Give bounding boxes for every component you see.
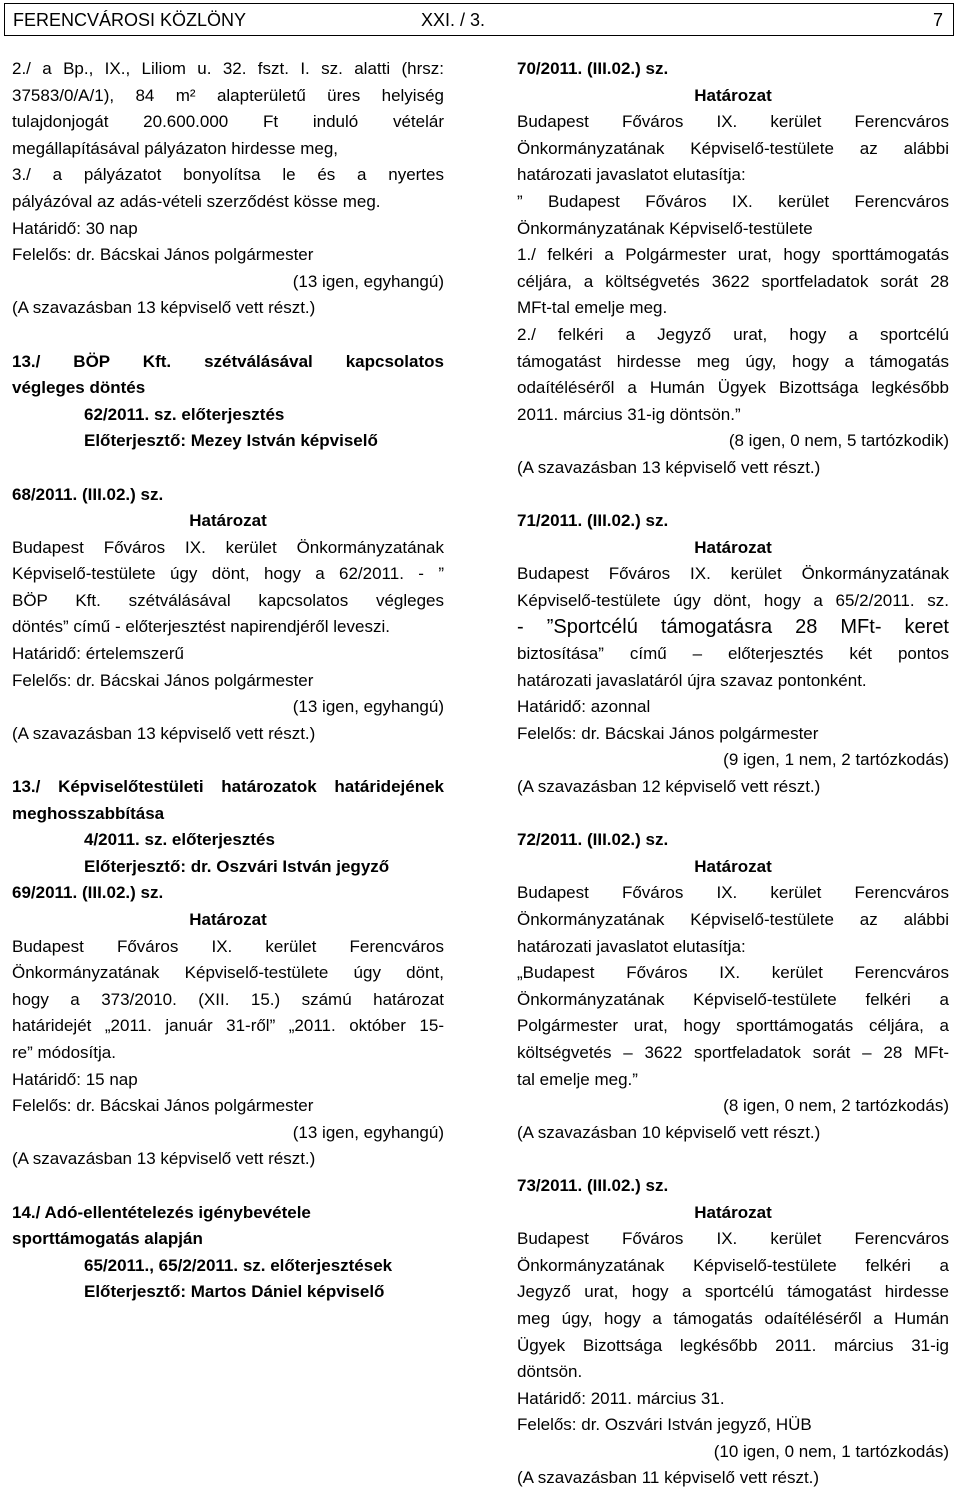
text-line: Határidő: 2011. március 31. (517, 1388, 725, 1408)
text-line: 2011. március 31-ig döntsön.” (517, 404, 741, 424)
text-line: (A szavazásban 13 képviselő vett részt.) (517, 457, 821, 477)
text-line: határozati javaslatot elutasítja: (517, 165, 746, 185)
blank-line (12, 747, 444, 774)
text-line: Budapest Főváros IX. kerület Ferencváros (517, 1229, 949, 1249)
text-line: 3./ a pályázatot bonyolítsa le és a nyertes (12, 165, 444, 185)
text-line: megállapításával pályázaton hirdesse meg, (12, 138, 339, 158)
page-number: 7 (932, 10, 943, 30)
blank-line (517, 801, 949, 828)
text-line: 14./ Adó-ellentételezés igénybevétele (12, 1202, 311, 1222)
text-line: (A szavazásban 11 képviselő vett részt.) (517, 1468, 820, 1488)
text-line: Jegyző urat, hogy a sportcélú támogatást hirdesse (517, 1282, 949, 1302)
text-line: Előterjesztő: dr. Oszvári István jegyző (84, 856, 390, 876)
text-line: biztosítása” című – előterjesztés két pontos (517, 644, 949, 664)
text-line: (A szavazásban 12 képviselő vett részt.) (517, 777, 821, 797)
text-line: költségvetés – 3622 sportfeladatok sorát – 28 MFt- (517, 1042, 949, 1062)
text-line: 2./ a Bp., IX., Liliom u. 32. fszt. I. sz. alatti (hrsz: (12, 59, 444, 78)
text-line: céljára, a költségvetés 3622 sportfeladatok sorát 28 (517, 271, 949, 291)
left-column (12, 56, 444, 1306)
text-line: „Budapest Főváros IX. kerület Ferencváros (517, 963, 949, 983)
text-line: Felelős: dr. Bácskai János polgármester (12, 1096, 314, 1116)
publication-title: FERENCVÁROSI KÖZLÖNY (13, 10, 247, 30)
blank-line (12, 1173, 444, 1200)
text-line: támogatást hirdesse meg úgy, hogy a támogatás (517, 351, 949, 371)
text-line: (13 igen, egyhangú) (292, 271, 444, 291)
blank-line (12, 455, 444, 482)
text-line: Határidő: azonnal (517, 697, 651, 717)
text-line: 65/2011., 65/2/2011. sz. előterjesztések (84, 1255, 393, 1275)
text-line: végleges döntés (12, 378, 146, 398)
text-line: 13./ BÖP Kft. szétválásával kapcsolatos (12, 351, 444, 371)
text-line: (8 igen, 0 nem, 2 tartózkodás) (723, 1096, 949, 1116)
text-line: (10 igen, 0 nem, 1 tartózkodás) (713, 1441, 949, 1461)
text-line: - ”Sportcélú támogatásra 28 MFt- keret (517, 616, 949, 639)
text-line: Előterjesztő: Martos Dániel képviselő (84, 1282, 385, 1302)
text-line: Határozat (189, 511, 267, 531)
text-line: odaítéléséről a Humán Ügyek Bizottsága legkésőbb (517, 378, 949, 398)
text-line: határozati javaslatot elutasítja: (517, 936, 746, 956)
text-line: pályázóval az adás-vételi szerződést kösse meg. (12, 191, 381, 211)
text-line: meghosszabbítása (12, 803, 165, 823)
text-line: sporttámogatás alapján (12, 1229, 203, 1249)
text-line: Ügyek Bizottsága legkésőbb 2011. március 31-ig (517, 1335, 949, 1355)
text-line: határozati javaslatáról újra szavaz pontonként. (517, 670, 867, 690)
blank-line (517, 1146, 949, 1173)
text-line: re” módosítja. (12, 1042, 116, 1062)
text-line: (13 igen, egyhangú) (292, 697, 444, 717)
text-line: (13 igen, egyhangú) (292, 1122, 444, 1142)
text-line: (9 igen, 1 nem, 2 tartózkodás) (723, 750, 949, 770)
text-line: Budapest Főváros IX. kerület Önkormányzatának (517, 564, 949, 584)
text-line: Határozat (189, 910, 267, 929)
text-line: döntés” című - előterjesztést napirendjéről leveszi. (12, 617, 390, 637)
text-line: Határozat (694, 537, 772, 557)
text-line: Képviselő-testülete úgy dönt, hogy a 62/2011. - ” (12, 564, 444, 584)
text-line: 37583/0/A/1), 84 m² alapterületű üres helyiség (12, 85, 444, 105)
text-line: Képviselő-testülete úgy dönt, hogy a 65/2/2011. sz. (517, 590, 949, 610)
text-line: Határidő: 15 nap (12, 1069, 138, 1089)
right-column (517, 56, 949, 1492)
text-line: MFt-tal emelje meg. (517, 298, 668, 318)
text-line: 13./ Képviselőtestületi határozatok határidejének (12, 777, 444, 797)
text-line: Határidő: 30 nap (12, 218, 138, 238)
text-line: Budapest Főváros IX. kerület Ferencváros (517, 112, 949, 132)
blank-line (12, 322, 444, 349)
text-line: 73/2011. (III.02.) sz. (517, 1175, 669, 1195)
text-line: (A szavazásban 13 képviselő vett részt.) (12, 1149, 316, 1169)
text-line: (8 igen, 0 nem, 5 tartózkodik) (728, 431, 949, 451)
text-line: Budapest Főváros IX. kerület Önkormányzatának (12, 537, 444, 557)
text-line: (A szavazásban 13 képviselő vett részt.) (12, 298, 316, 318)
text-line: Önkormányzatának Képviselő-testülete felkéri a (517, 989, 949, 1009)
text-line: Felelős: dr. Bácskai János polgármester (517, 723, 819, 743)
text-line: 72/2011. (III.02.) sz. (517, 830, 669, 850)
text-line: Előterjesztő: Mezey István képviselő (84, 431, 378, 451)
text-line: Polgármester urat, hogy sporttámogatás céljára, a (517, 1016, 949, 1036)
text-line: Önkormányzatának Képviselő-testülete felkéri a (517, 1255, 949, 1275)
text-line: döntsön. (517, 1362, 583, 1382)
text-line: Önkormányzatának Képviselő-testülete (517, 218, 813, 238)
text-line: Határozat (694, 85, 772, 105)
text-line: Önkormányzatának Képviselő-testülete az alábbi (517, 138, 949, 158)
text-line: 1./ felkéri a Polgármester urat, hogy sporttámogatás (517, 245, 949, 265)
text-line: BÖP Kft. szétválásával kapcsolatos végleges (12, 590, 444, 610)
text-line: ” Budapest Főváros IX. kerület Ferencváros (517, 191, 949, 211)
text-line: tulajdonjogát 20.600.000 Ft induló vételár (12, 112, 444, 132)
issue-number: XXI. / 3. (421, 10, 486, 30)
page-header (4, 3, 954, 36)
text-line: (A szavazásban 10 képviselő vett részt.) (517, 1122, 821, 1142)
text-line: 4/2011. sz. előterjesztés (84, 830, 275, 850)
text-line: Felelős: dr. Bácskai János polgármester (12, 670, 314, 690)
text-line: Határidő: értelemszerű (12, 644, 184, 664)
text-line: Önkormányzatának Képviselő-testülete az alábbi (517, 910, 949, 929)
text-line: Budapest Főváros IX. kerület Ferencváros (12, 936, 444, 956)
blank-line (517, 482, 949, 509)
text-line: Határozat (694, 1202, 772, 1222)
text-line: 68/2011. (III.02.) sz. (12, 484, 164, 504)
text-line: tal emelje meg.” (517, 1069, 638, 1089)
text-line: 70/2011. (III.02.) sz. (517, 59, 669, 78)
text-line: Önkormányzatának Képviselő-testülete úgy dönt, (12, 963, 444, 983)
text-line: Felelős: dr. Bácskai János polgármester (12, 245, 314, 265)
text-line: 62/2011. sz. előterjesztés (84, 404, 285, 424)
text-line: meg úgy, hogy a támogatás odaítéléséről a Humán (517, 1308, 949, 1328)
text-line: (A szavazásban 13 képviselő vett részt.) (12, 723, 316, 743)
text-line: Budapest Főváros IX. kerület Ferencváros (517, 883, 949, 903)
text-line: Határozat (694, 856, 772, 876)
text-line: Felelős: dr. Oszvári István jegyző, HÜB (517, 1415, 812, 1435)
text-line: 71/2011. (III.02.) sz. (517, 511, 669, 531)
text-line: határidejét „2011. január 31-ről” „2011. október 15- (12, 1016, 444, 1036)
text-line: 2./ felkéri a Jegyző urat, hogy a sportcélú (517, 324, 949, 344)
text-line: 69/2011. (III.02.) sz. (12, 883, 164, 903)
text-line: hogy a 373/2010. (XII. 15.) számú határozat (12, 989, 444, 1009)
